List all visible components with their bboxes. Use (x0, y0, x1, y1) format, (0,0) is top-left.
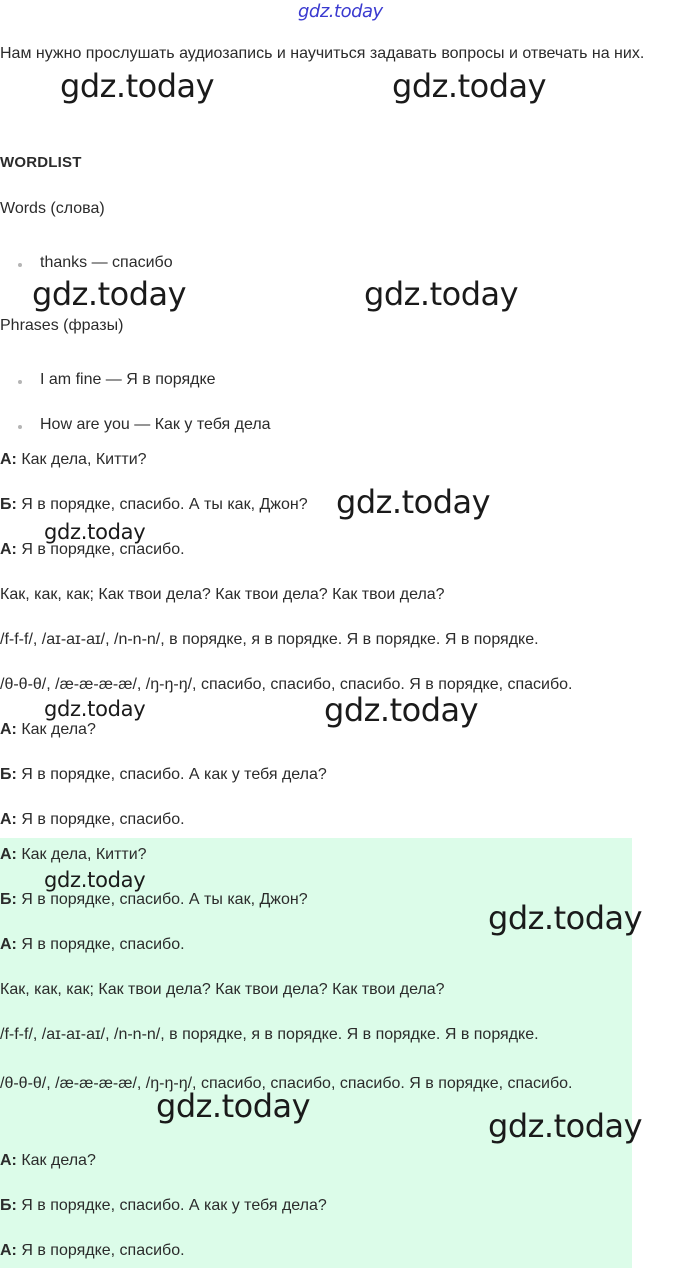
speaker-label: А: (0, 936, 17, 953)
watermark: gdz.today (336, 483, 491, 521)
speaker-label: А: (0, 721, 17, 738)
speaker-label: А: (0, 846, 17, 863)
wordlist-heading: WORDLIST (0, 154, 82, 171)
dialog-line (0, 845, 147, 865)
line-text: Я в порядке, спасибо. (16, 811, 185, 828)
dialog-line (0, 890, 308, 910)
speaker-label: А: (0, 1242, 17, 1259)
word-item: thanks — спасибо (40, 254, 173, 271)
line-text: Как дела, Китти? (16, 846, 147, 863)
line-text: Я в порядке, спасибо. (16, 1242, 185, 1259)
dialog-line (0, 935, 185, 955)
speaker-label: А: (0, 1152, 17, 1169)
dialog-line (0, 495, 308, 515)
phrases-heading: Phrases (фразы) (0, 317, 124, 334)
phrase-item: How are you — Как у тебя дела (40, 416, 271, 433)
line-text: Как дела? (16, 721, 96, 738)
chant-line: /θ-θ-θ/, /æ-æ-æ-æ/, /ŋ-ŋ-ŋ/, спасибо, спасибо, спасибо. Я в порядке, спасибо. (0, 676, 573, 693)
watermark: gdz.today (324, 691, 479, 729)
intro-text: Нам нужно прослушать аудиозапись и научиться задавать вопросы и отвечать на них. (0, 45, 645, 62)
speaker-label: А: (0, 451, 17, 468)
watermark: gdz.today (488, 1107, 643, 1145)
speaker-label: А: (0, 811, 17, 828)
line-text: Как дела, Китти? (16, 451, 147, 468)
speaker-label: А: (0, 541, 17, 558)
line-text: Я в порядке, спасибо. А как у тебя дела? (16, 766, 327, 783)
line-text: Я в порядке, спасибо. А ты как, Джон? (16, 891, 308, 908)
dialog-line (0, 810, 185, 830)
watermark: gdz.today (44, 868, 146, 892)
line-text: Я в порядке, спасибо. (16, 541, 185, 558)
watermark: gdz.today (156, 1087, 311, 1125)
speaker-label: Б: (0, 891, 17, 908)
dialog-line (0, 450, 147, 470)
dialog-line (0, 720, 96, 740)
watermark: gdz.today (364, 275, 519, 313)
speaker-label: Б: (0, 1197, 17, 1214)
watermark: gdz.today (60, 67, 215, 105)
bullet-icon (18, 425, 22, 429)
dialog-line (0, 1196, 327, 1216)
chant-line: /f-f-f/, /aɪ-aɪ-aɪ/, /n-n-n/, в порядке, я в порядке. Я в порядке. Я в порядке. (0, 1026, 539, 1043)
chant-line: /θ-θ-θ/, /æ-æ-æ-æ/, /ŋ-ŋ-ŋ/, спасибо, спасибо, спасибо. Я в порядке, спасибо. (0, 1075, 573, 1092)
watermark: gdz.today (488, 899, 643, 937)
bullet-icon (18, 380, 22, 384)
bullet-icon (18, 263, 22, 267)
line-text: Я в порядке, спасибо. (16, 936, 185, 953)
line-text: Как дела? (16, 1152, 96, 1169)
speaker-label: Б: (0, 496, 17, 513)
words-heading: Words (слова) (0, 200, 105, 217)
watermark: gdz.today (298, 1, 383, 22)
dialog-line (0, 1241, 185, 1261)
chant-line: /f-f-f/, /aɪ-aɪ-aɪ/, /n-n-n/, в порядке, я в порядке. Я в порядке. Я в порядке. (0, 631, 539, 648)
watermark: gdz.today (44, 697, 146, 721)
dialog-line (0, 765, 327, 785)
watermark: gdz.today (392, 67, 547, 105)
watermark: gdz.today (44, 520, 146, 544)
chant-line: Как, как, как; Как твои дела? Как твои дела? Как твои дела? (0, 981, 445, 998)
speaker-label: Б: (0, 766, 17, 783)
phrase-item: I am fine — Я в порядке (40, 371, 216, 388)
dialog-line (0, 1151, 96, 1171)
line-text: Я в порядке, спасибо. А как у тебя дела? (16, 1197, 327, 1214)
watermark: gdz.today (32, 275, 187, 313)
line-text: Я в порядке, спасибо. А ты как, Джон? (16, 496, 308, 513)
chant-line: Как, как, как; Как твои дела? Как твои дела? Как твои дела? (0, 586, 445, 603)
